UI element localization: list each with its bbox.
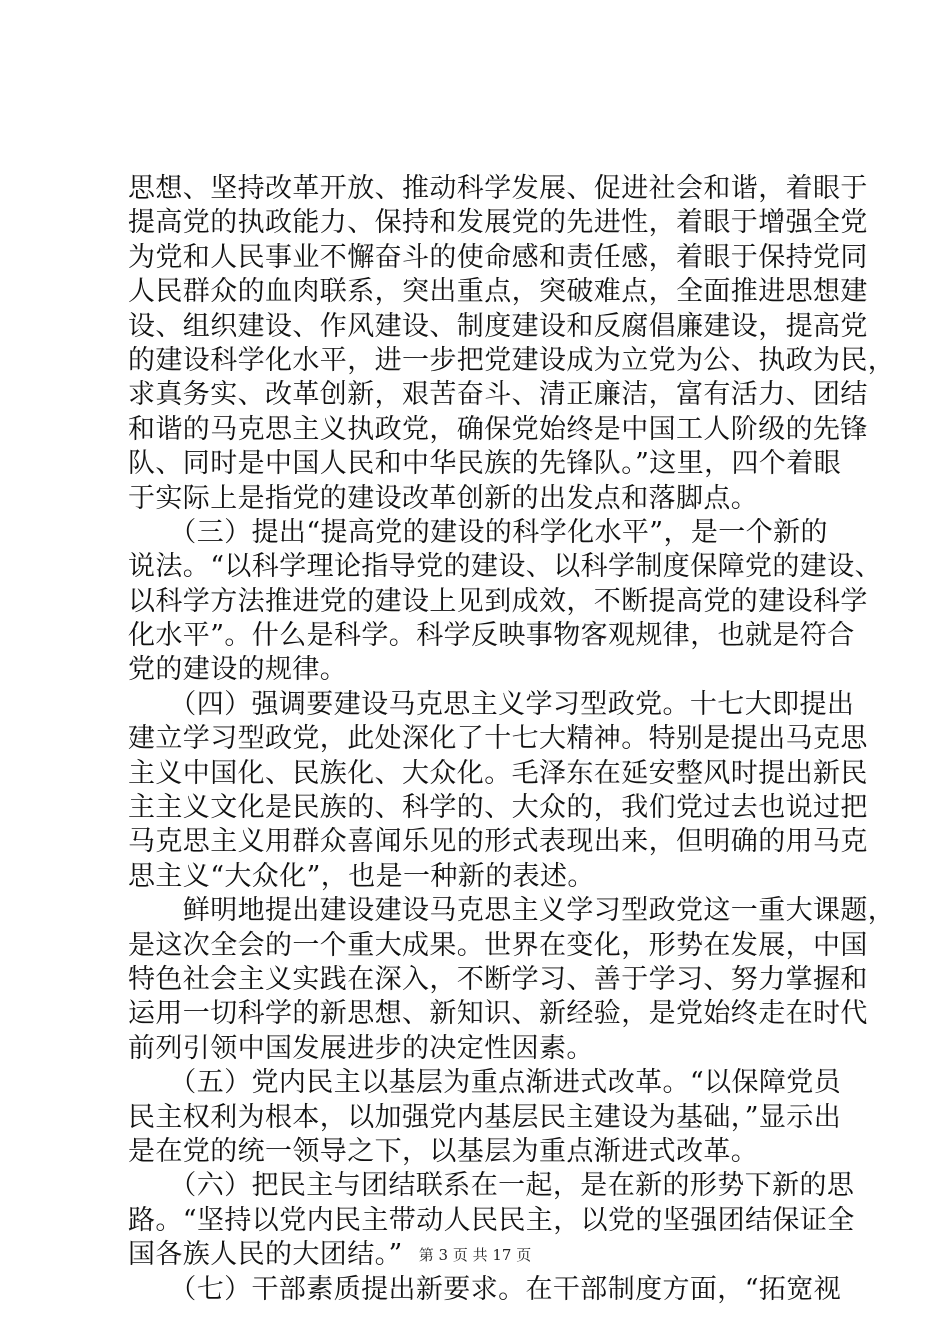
text-line: 和谐的马克思主义执政党，确保党始终是中国工人阶级的先锋 [128, 413, 868, 445]
text-line: 主主义文化是民族的、科学的、大众的，我们党过去也说过把 [128, 792, 868, 824]
text-line: 运用一切科学的新思想、新知识、新经验，是党始终走在时代 [128, 998, 868, 1030]
text-line: （三）提出“提高党的建设的科学化水平”，是一个新的 [128, 516, 828, 548]
text-line: 特色社会主义实践在深入，不断学习、善于学习、努力掌握和 [128, 963, 868, 995]
text-line: 以科学方法推进党的建设上见到成效，不断提高党的建设科学 [128, 585, 868, 617]
text-line: 党的建设的规律。 [128, 654, 348, 686]
text-line: （六）把民主与团结联系在一起，是在新的形势下新的思 [128, 1170, 855, 1202]
text-line: （四）强调要建设马克思主义学习型政党。十七大即提出 [128, 688, 855, 720]
text-line: 人民群众的血肉联系，突出重点，突破难点，全面推进思想建 [128, 276, 868, 308]
text-line: 设、组织建设、作风建设、制度建设和反腐倡廉建设，提高党 [128, 310, 868, 342]
body-text [128, 172, 896, 1307]
text-line: 是这次全会的一个重大成果。世界在变化，形势在发展，中国 [128, 929, 868, 961]
text-line: 是在党的统一领导之下，以基层为重点渐进式改革。 [128, 1135, 759, 1167]
page-footer: 第 3 页 共 17 页 [418, 1246, 532, 1264]
text-line: 主义中国化、民族化、大众化。毛泽东在延安整风时提出新民 [128, 757, 868, 789]
text-line: 求真务实、改革创新，艰苦奋斗、清正廉洁，富有活力、团结 [128, 379, 868, 411]
text-line: 路。“坚持以党内民主带动人民民主，以党的坚强团结保证全 [128, 1204, 855, 1236]
text-line: 前列引领中国发展进步的决定性因素。 [128, 1032, 594, 1064]
text-line: 于实际上是指党的建设改革创新的出发点和落脚点。 [128, 482, 759, 514]
text-line: （五）党内民主以基层为重点渐进式改革。“以保障党员 [128, 1067, 842, 1099]
text-line: 鲜明地提出建设建设马克思主义学习型政党这一重大课题， [128, 895, 896, 927]
text-line: 建立学习型政党，此处深化了十七大精神。特别是提出马克思 [128, 723, 868, 755]
text-line: 思主义“大众化”，也是一种新的表述。 [128, 860, 595, 892]
text-line: 国各族人民的大团结。” [128, 1239, 403, 1271]
text-line: 为党和人民事业不懈奋斗的使命感和责任感，着眼于保持党同 [128, 241, 868, 273]
text-line: 队、同时是中国人民和中华民族的先锋队。”这里，四个着眼 [128, 448, 842, 480]
text-line: 民主权利为根本，以加强党内基层民主建设为基础，”显示出 [128, 1101, 842, 1133]
text-line: 提高党的执政能力、保持和发展党的先进性，着眼于增强全党 [128, 207, 868, 239]
text-line: 说法。“以科学理论指导党的建设、以科学制度保障党的建设、 [128, 551, 883, 583]
text-line: 化水平”。什么是科学。科学反映事物客观规律，也就是符合 [128, 620, 855, 652]
text-line: 的建设科学化水平，进一步把党建设成为立党为公、执政为民， [128, 344, 896, 376]
text-line: 思想、坚持改革开放、推动科学发展、促进社会和谐，着眼于 [128, 173, 868, 204]
text-line: 马克思主义用群众喜闻乐见的形式表现出来，但明确的用马克 [128, 826, 868, 858]
text-line: （七）干部素质提出新要求。在干部制度方面，“拓宽视 [128, 1273, 842, 1305]
